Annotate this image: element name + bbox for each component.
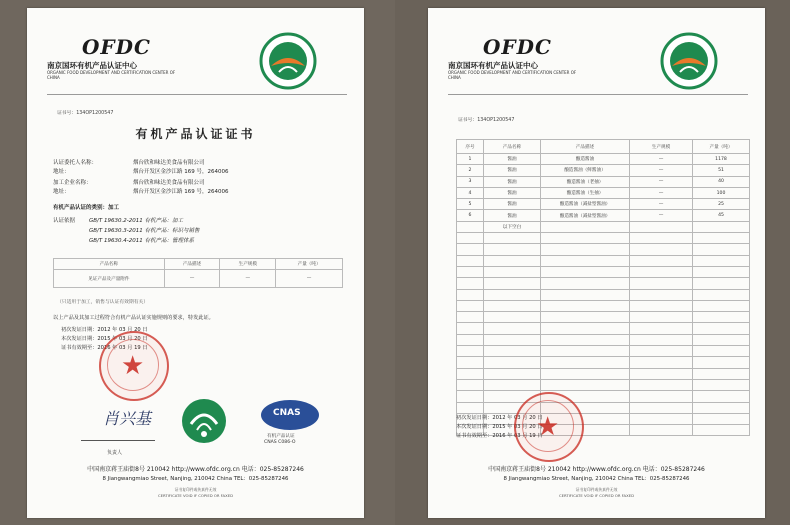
table-cell [457, 334, 484, 345]
table-cell [693, 357, 750, 368]
table-cell: 6 [457, 210, 484, 221]
org-name-en: ORGANIC FOOD DEVELOPMENT AND CERTIFICATION CENTER OF CHINA [448, 70, 577, 80]
table-row [457, 300, 750, 311]
table-cell [457, 266, 484, 277]
signature-line [81, 440, 155, 441]
table-header: 序号 [457, 140, 484, 154]
table-cell [693, 278, 750, 289]
table-cell: 见证产品及产量附件 [54, 270, 165, 288]
table-cell [693, 402, 750, 413]
certificate-page-1 [27, 8, 364, 518]
table-cell [484, 300, 541, 311]
table-cell [693, 391, 750, 402]
table-cell [457, 379, 484, 390]
table-cell [541, 368, 630, 379]
table-cell [693, 244, 750, 255]
table-row [457, 357, 750, 368]
certificate-page-2 [428, 8, 765, 518]
basis-label: 认证依据 [53, 218, 76, 224]
table-cell [457, 368, 484, 379]
org-name-cn: 南京国环有机产品认证中心 [47, 61, 137, 70]
table-cell: 酿造酱油（生抽） [541, 187, 630, 198]
table-cell [484, 233, 541, 244]
table-cell [541, 312, 630, 323]
table-cell [541, 346, 630, 357]
table-cell [630, 379, 693, 390]
table-cell [484, 379, 541, 390]
table-header: 产量（吨） [276, 259, 343, 270]
table-cell [630, 300, 693, 311]
star-icon: ★ [121, 351, 145, 381]
signer-title: 负责人 [107, 450, 123, 456]
table-cell: — [630, 176, 693, 187]
table-cell [630, 266, 693, 277]
table-row [457, 289, 750, 300]
ofdc-logo: OFDC [82, 35, 151, 59]
table-cell [457, 402, 484, 413]
table-cell [541, 255, 630, 266]
table-row [457, 244, 750, 255]
table-cell [484, 323, 541, 334]
cnas-code: CNAS C086-O [264, 440, 296, 445]
table-header: 生产规模 [220, 259, 276, 270]
header-rule [47, 94, 347, 95]
table-cell: 40 [693, 176, 750, 187]
address-cn: 中国南京蒋王庙街8号 210042 http://www.ofdc.org.cn 电话：025-85287246 [488, 466, 705, 473]
table-row [457, 187, 750, 198]
org-name-cn: 南京国环有机产品认证中心 [448, 61, 538, 70]
field-row: 认证委托人名称： 烟台欣和味达美食品有限公司 [53, 160, 205, 166]
table-cell [630, 233, 693, 244]
table-cell: — [630, 165, 693, 176]
table-cell [693, 368, 750, 379]
table-row [457, 368, 750, 379]
table-header: 产品描述 [541, 140, 630, 154]
official-seal [514, 392, 584, 462]
table-row [457, 255, 750, 266]
void-notice-cn: 证书复印件或传真件无效 [575, 487, 618, 492]
table-cell: 酱油 [484, 210, 541, 221]
table-cell: 酱油 [484, 176, 541, 187]
table-cell [484, 244, 541, 255]
address-en: 8 Jiangwangmiao Street, Nanjing, 210042 China TEL：025-85287246 [503, 476, 690, 482]
product-table [53, 258, 343, 288]
table-cell [693, 312, 750, 323]
table-cell [630, 312, 693, 323]
ofdc-logo: OFDC [483, 35, 552, 59]
org-name-en: ORGANIC FOOD DEVELOPMENT AND CERTIFICATION CENTER OF CHINA [47, 70, 176, 80]
table-cell [457, 300, 484, 311]
table-cell: 酱油 [484, 187, 541, 198]
table-cell [541, 357, 630, 368]
table-cell: 25 [693, 199, 750, 210]
table-cell [693, 379, 750, 390]
table-cell [541, 221, 630, 232]
table-cell [484, 289, 541, 300]
table-header: 生产规模 [630, 140, 693, 154]
table-note: （只适用于加工，销售与认证有效期有关） [57, 300, 149, 305]
table-row [457, 346, 750, 357]
signature: 肖兴基 [103, 409, 152, 428]
product-list-table [456, 139, 750, 436]
table-cell: 酱油 [484, 199, 541, 210]
table-cell: 酿造酱油（老抽） [541, 176, 630, 187]
field-row: 加工企业名称： 烟台欣和味达美食品有限公司 [53, 180, 205, 186]
table-cell: — [630, 210, 693, 221]
cnas-caption: 有机产品认证 [267, 434, 295, 439]
table-cell [484, 334, 541, 345]
table-row [457, 312, 750, 323]
table-cell [457, 391, 484, 402]
basis-item: GB/T 19630.2-2011 有机产品：加工 [89, 218, 183, 224]
table-cell [693, 300, 750, 311]
organic-emblem-icon [259, 32, 317, 90]
table-row [457, 334, 750, 345]
table-header: 产品名称 [54, 259, 165, 270]
issue-dates: 初次发证日期：2012 年 03 月 20 日 本次发证日期：2015 年 03 月 20 日 证书有效期至：2016 年 03 月 19 日 [61, 327, 148, 351]
table-cell [457, 278, 484, 289]
table-row [457, 391, 750, 402]
table-cell: 3 [457, 176, 484, 187]
field-row: 地址： 烟台开发区金沙江路 169 号，264006 [53, 169, 229, 175]
table-cell [541, 233, 630, 244]
table-row [457, 233, 750, 244]
table-row [457, 176, 750, 187]
table-cell [630, 425, 693, 436]
table-row [457, 323, 750, 334]
table-cell [630, 346, 693, 357]
table-cell: 1 [457, 154, 484, 165]
table-cell [484, 346, 541, 357]
table-cell [630, 391, 693, 402]
green-food-logo-icon [181, 398, 227, 444]
table-cell [484, 357, 541, 368]
table-header: 产品描述 [164, 259, 220, 270]
table-cell [630, 255, 693, 266]
table-cell [693, 346, 750, 357]
table-cell [693, 413, 750, 424]
table-cell: 酿造酱油（减盐型酱油） [541, 199, 630, 210]
table-cell: — [220, 270, 276, 288]
table-row [457, 199, 750, 210]
table-cell [693, 233, 750, 244]
table-cell [630, 289, 693, 300]
certificate-title: 有机产品认证证书 [135, 127, 256, 141]
table-cell [457, 289, 484, 300]
table-cell [630, 244, 693, 255]
table-cell: — [630, 154, 693, 165]
organic-emblem-icon [660, 32, 718, 90]
table-cell [457, 255, 484, 266]
official-seal [99, 331, 169, 401]
table-cell [541, 289, 630, 300]
basis-item: GB/T 19630.3-2011 有机产品：标识与销售 [89, 228, 200, 234]
table-cell [630, 413, 693, 424]
table-cell [541, 278, 630, 289]
table-cell [693, 266, 750, 277]
table-cell [693, 323, 750, 334]
table-cell: 酱油 [484, 165, 541, 176]
table-row [457, 165, 750, 176]
table-cell [541, 244, 630, 255]
certificate-number: 证书号：134OP1200547 [57, 111, 114, 116]
table-cell [484, 368, 541, 379]
table-cell: 2 [457, 165, 484, 176]
table-row [457, 266, 750, 277]
table-header: 产品名称 [484, 140, 541, 154]
table-cell [484, 255, 541, 266]
table-cell [693, 425, 750, 436]
table-cell [484, 278, 541, 289]
table-cell [541, 379, 630, 390]
table-row [457, 402, 750, 413]
table-cell [541, 323, 630, 334]
table-cell [693, 255, 750, 266]
table-row [457, 154, 750, 165]
star-icon: ★ [536, 412, 560, 442]
address-en: 8 Jiangwangmiao Street, Nanjing, 210042 China TEL：025-85287246 [102, 476, 289, 482]
address-cn: 中国南京蒋王庙街8号 210042 http://www.ofdc.org.cn 电话：025-85287246 [87, 466, 304, 473]
table-row [457, 221, 750, 232]
table-cell [541, 266, 630, 277]
table-cell [630, 357, 693, 368]
table-cell [693, 334, 750, 345]
table-cell [630, 368, 693, 379]
issue-dates: 初次发证日期：2012 年 03 月 20 日 本次发证日期：2015 年 03 月 20 日 证书有效期至：2016 年 03 月 19 日 [456, 415, 543, 439]
table-cell: 以下空白 [484, 221, 541, 232]
table-cell [630, 278, 693, 289]
table-cell: 酿造酱油（减盐型酱油） [541, 210, 630, 221]
table-cell [457, 312, 484, 323]
table-header: 产量（吨） [693, 140, 750, 154]
table-row [457, 379, 750, 390]
table-cell [457, 323, 484, 334]
table-cell: 100 [693, 187, 750, 198]
table-cell [457, 244, 484, 255]
table-cell: 51 [693, 165, 750, 176]
void-notice-en: CERTIFICATE VOID IF COPIED OR FAXED [558, 493, 635, 498]
table-cell [541, 300, 630, 311]
table-cell [693, 289, 750, 300]
table-cell: 45 [693, 210, 750, 221]
table-cell: — [630, 187, 693, 198]
category: 有机产品认证的类别：加工 [53, 205, 120, 211]
basis-item: GB/T 19630.4-2011 有机产品：管理体系 [89, 238, 194, 244]
table-cell [484, 312, 541, 323]
table-cell: 酿造酱油（鲜酱油） [541, 165, 630, 176]
cnas-text: CNAS [273, 408, 301, 418]
table-cell [630, 323, 693, 334]
table-row [457, 278, 750, 289]
table-cell [457, 346, 484, 357]
void-notice-cn: 证书复印件或传真件无效 [174, 487, 217, 492]
table-cell [693, 221, 750, 232]
statement: 以上产品及其加工过程符合有机产品认证实施规则的要求，特发此证。 [53, 315, 214, 321]
certificate-number: 证书号：134OP1200547 [458, 118, 515, 123]
table-cell [457, 357, 484, 368]
table-cell: 4 [457, 187, 484, 198]
table-cell: — [630, 199, 693, 210]
table-cell: 酱油 [484, 154, 541, 165]
field-row: 地址： 烟台开发区金沙江路 169 号，264006 [53, 189, 229, 195]
table-row [457, 210, 750, 221]
table-cell [630, 334, 693, 345]
table-cell [541, 334, 630, 345]
table-cell [630, 221, 693, 232]
table-cell: 酿造酱油 [541, 154, 630, 165]
table-cell: — [164, 270, 220, 288]
header-rule [448, 94, 748, 95]
table-cell [484, 266, 541, 277]
void-notice-en: CERTIFICATE VOID IF COPIED OR FAXED [157, 493, 234, 498]
table-cell: 1178 [693, 154, 750, 165]
table-cell: — [276, 270, 343, 288]
table-cell: 5 [457, 199, 484, 210]
table-cell [457, 233, 484, 244]
table-cell [457, 221, 484, 232]
table-cell [630, 402, 693, 413]
